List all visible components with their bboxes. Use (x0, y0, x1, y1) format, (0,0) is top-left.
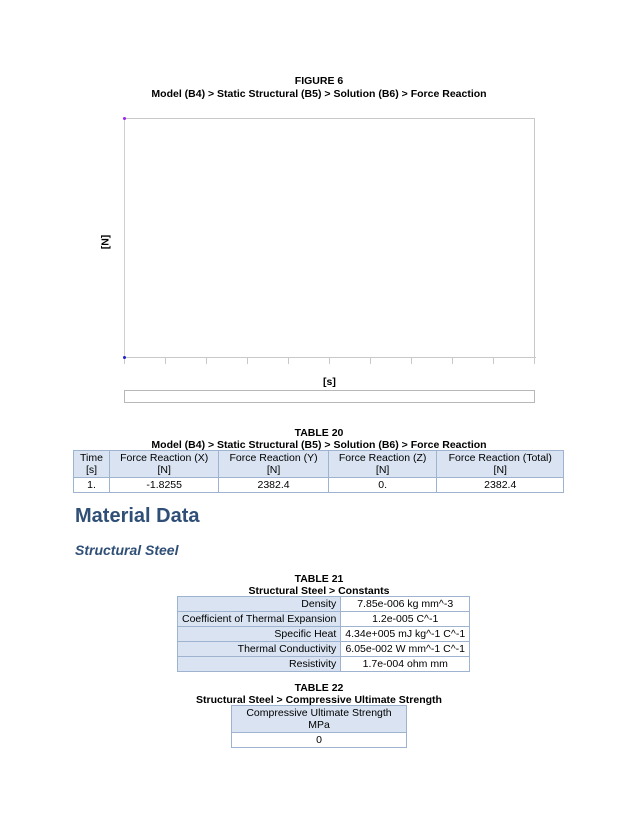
header-cell: Force Reaction (X) [N] (109, 451, 218, 478)
table-row (178, 627, 470, 642)
x-tick (493, 358, 494, 364)
table-row (178, 642, 470, 657)
property-name: Resistivity (178, 657, 341, 672)
table-cell: -1.8255 (109, 478, 218, 493)
table-header-row (232, 706, 407, 733)
x-tick (288, 358, 289, 364)
table21-subtitle: Structural Steel > Constants (248, 585, 390, 597)
header-cell: Force Reaction (Z) [N] (328, 451, 437, 478)
header-cell: Compressive Ultimate Strength MPa (232, 706, 407, 733)
table-cell: 1. (74, 478, 110, 493)
x-tick (206, 358, 207, 364)
header-cell: Time [s] (74, 451, 110, 478)
table-cell: 0. (328, 478, 437, 493)
table-row (178, 657, 470, 672)
table21-title: TABLE 21 (294, 573, 344, 585)
x-tick (165, 358, 166, 364)
property-value: 1.7e-004 ohm mm (341, 657, 470, 672)
y-axis-label: [N] (99, 234, 112, 250)
compressive-strength-table (231, 705, 407, 748)
table-cell: 2382.4 (219, 478, 328, 493)
property-value: 1.2e-005 C^-1 (341, 612, 470, 627)
table-row (74, 478, 564, 493)
table20-subtitle: Model (B4) > Static Structural (B5) > Solution (B6) > Force Reaction (151, 439, 487, 451)
x-tick (247, 358, 248, 364)
table-header-row (74, 451, 564, 478)
property-name: Thermal Conductivity (178, 642, 341, 657)
plot-area (124, 118, 535, 358)
header-cell: Force Reaction (Y) [N] (219, 451, 328, 478)
header-cell: Force Reaction (Total) [N] (437, 451, 564, 478)
property-value: 4.34e+005 mJ kg^-1 C^-1 (341, 627, 470, 642)
table-row (178, 612, 470, 627)
property-value: 7.85e-006 kg mm^-3 (341, 597, 470, 612)
property-name: Density (178, 597, 341, 612)
constants-table (177, 596, 470, 672)
x-tick (370, 358, 371, 364)
x-axis-label: [s] (323, 376, 336, 388)
property-name: Coefficient of Thermal Expansion (178, 612, 341, 627)
x-tick (452, 358, 453, 364)
table22-subtitle: Structural Steel > Compressive Ultimate Strength (196, 694, 442, 706)
x-tick (329, 358, 330, 364)
table-cell: 2382.4 (437, 478, 564, 493)
table22-title: TABLE 22 (294, 682, 344, 694)
figure-subtitle: Model (B4) > Static Structural (B5) > Solution (B6) > Force Reaction (151, 88, 487, 100)
figure-title: FIGURE 6 (294, 75, 344, 87)
x-axis (124, 357, 536, 358)
section-subheading: Structural Steel (75, 542, 179, 558)
table-row (232, 733, 407, 748)
table-cell: 0 (232, 733, 407, 748)
table20-title: TABLE 20 (294, 427, 344, 439)
time-slider[interactable] (124, 390, 535, 403)
force-reaction-table (73, 450, 564, 493)
table-row (178, 597, 470, 612)
property-name: Specific Heat (178, 627, 341, 642)
section-heading: Material Data (75, 505, 200, 527)
top-marker (123, 117, 126, 120)
bottom-marker (123, 356, 126, 359)
property-value: 6.05e-002 W mm^-1 C^-1 (341, 642, 470, 657)
x-tick (534, 358, 535, 364)
x-tick (411, 358, 412, 364)
